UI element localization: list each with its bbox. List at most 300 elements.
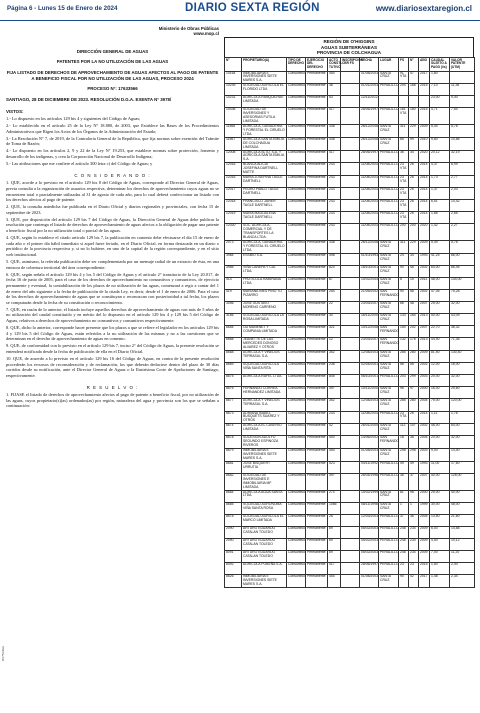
place-cell: SANTA CRUZ (379, 387, 399, 399)
ministry-website: www.mop.cl (193, 31, 219, 37)
registry-fs-cell (341, 163, 360, 176)
patent-value-cell: 32,00 (450, 375, 475, 387)
constitutive-act-cell: 824 (328, 265, 341, 277)
row-number-cell: 10239 (225, 84, 242, 96)
table-row (225, 175, 475, 187)
registry-fs-cell (341, 363, 360, 375)
flow-rate-cell: 75,00 (430, 399, 450, 411)
registry-fs-cell (341, 375, 360, 387)
owner-name-cell: INMOBILIARIA E INVERSIONES SIETE MARES S.A. (242, 71, 287, 84)
exercise-type-cell: Permanente (306, 375, 328, 387)
table-row (225, 575, 475, 588)
constitutive-act-cell: 417 (328, 563, 341, 575)
folio-cell: 81 (399, 490, 409, 502)
flow-rate-cell: 41,25 (430, 253, 450, 265)
exercise-type-cell: Permanente (306, 351, 328, 363)
year-cell: 2004 (419, 436, 430, 449)
folio-cell: 132 (399, 338, 409, 351)
registry-date-cell: 11/08/2003 (360, 200, 379, 212)
owner-name-cell: BLANCA ALICIA JOSEFINA DARTNELL MATTE (242, 163, 287, 176)
year-cell: 2007 (419, 302, 430, 314)
patent-value-cell: 17,60 (450, 461, 475, 473)
exercise-type-cell: Permanente (306, 96, 328, 108)
flow-rate-cell: 20,00 (430, 375, 450, 387)
exercise-type-cell: Permanente (306, 399, 328, 411)
registry-date-cell: 12/11/2012 (360, 96, 379, 108)
place-cell: PERALILLO (379, 550, 399, 562)
process-number: PROCESO N°: 17633566 (87, 86, 138, 92)
flow-rate-cell: 5,44 (430, 125, 450, 138)
notice-subheading: FIJA LISTADO DE DERECHOS DE APROVECHAMIENTO DE AGUAS AFECTOS AL PAGO DE PATENTE A BENEFICIO FISCAL POR NO UTILIZACIÓN DE LAS AGUAS, PROCESO 2024 (6, 70, 219, 81)
flow-rate-cell: 12,00 (430, 363, 450, 375)
resuelvo-text: 1. FIJASE el listado de derechos de aprovechamiento afectos al pago de patente a beneficio fiscal, por no utilización de las aguas, cuyos propietario(s)(as) ordenados(as) por región, naturaleza del agua y provincia son los que se señalan a continuación: (6, 392, 219, 409)
vistos-item: 1.- Lo dispuesto en los artículos 129 bis 4 y siguientes del Código de Aguas; (6, 115, 141, 121)
registry-date-cell: 05/02/2003 (360, 550, 379, 562)
right-type-cell: Consuntivo (287, 490, 306, 502)
place-cell: PERALILLO (379, 175, 399, 187)
right-type-cell: Consuntivo (287, 253, 306, 265)
table-row (225, 411, 475, 424)
flow-rate-cell: 13,50 (430, 514, 450, 526)
table-row (225, 200, 475, 212)
registry-number-cell: 164 (409, 314, 419, 326)
row-number-cell: 8678 (225, 514, 242, 526)
vistos-item: 3.- La Resolución N° 7, de 2019, de la Contraloría General de la República, que fija normas sobre exención del Trámite de Toma de Razón; (6, 135, 219, 147)
exercise-type-cell: Permanente (306, 108, 328, 125)
row-number-cell: 8677 (225, 399, 242, 411)
table-row (225, 240, 475, 253)
patent-value-cell: 36,32 (450, 326, 475, 338)
registry-fs-cell (341, 449, 360, 462)
constitutive-act-cell: 53 (328, 96, 341, 108)
column-header: INSCRIPCIÓN CBR FS (341, 57, 360, 71)
ministry-name: Ministerio de Obras Públicas (158, 26, 219, 31)
table-row (225, 514, 475, 526)
registry-fs-cell (341, 550, 360, 562)
folio-cell: 298 (399, 449, 409, 462)
constitutive-act-cell: 338 (328, 240, 341, 253)
folio-cell: 36 (399, 150, 409, 163)
folio-cell: 285 (399, 399, 409, 411)
table-row (225, 326, 475, 338)
patent-value-cell: 2,40 (450, 563, 475, 575)
year-cell: 2017 (419, 71, 430, 84)
registry-fs-cell (341, 387, 360, 399)
exercise-type-cell: Permanente (306, 411, 328, 424)
place-cell: PERALILLO (379, 538, 399, 550)
registry-number-cell: 202 (409, 326, 419, 338)
constitutive-act-cell: 22 (328, 302, 341, 314)
registry-fs-cell (341, 108, 360, 125)
table-row (225, 71, 475, 84)
registry-fs-cell (341, 351, 360, 363)
place-cell: SAN FERNANDO (379, 338, 399, 351)
folio-cell: 85 (399, 137, 409, 150)
right-type-cell: Consuntivo (287, 363, 306, 375)
row-number-cell: 8674 (225, 424, 242, 436)
exercise-type-cell: Permanente (306, 137, 328, 150)
table-row (225, 277, 475, 289)
registry-number-cell: 180 (409, 108, 419, 125)
table-row (225, 375, 475, 387)
registry-fs-cell (341, 150, 360, 163)
resolution-text-column (6, 26, 219, 410)
folio-cell: 37 (399, 514, 409, 526)
folio-cell: 23 VTA (399, 188, 409, 200)
flow-rate-cell: 20,12 (430, 150, 450, 163)
registry-date-cell: 10/02/1999 (360, 490, 379, 502)
right-type-cell: Consuntivo (287, 289, 306, 301)
flow-rate-cell: 1,80 (430, 71, 450, 84)
flow-rate-cell: 81,50 (430, 351, 450, 363)
province-title: PROVINCIA DE COLCHAGUA (316, 50, 382, 56)
registry-number-cell: 26 (409, 175, 419, 187)
folio-cell: 133 (399, 314, 409, 326)
owner-name-cell: ARTURO EDUARDO CATALAN TOLEDO (242, 526, 287, 538)
year-cell: 2014 (419, 200, 430, 212)
constitutive-act-cell: 26 (328, 514, 341, 526)
right-type-cell: Consuntivo (287, 265, 306, 277)
row-number-cell: 12016 (225, 175, 242, 187)
patent-value-cell: 21,60 (450, 514, 475, 526)
exercise-type-cell: Permanente (306, 526, 328, 538)
right-type-cell: Consuntivo (287, 96, 306, 108)
constitutive-act-cell: 498 (328, 253, 341, 265)
registry-date-cell: 11/08/2003 (360, 224, 379, 241)
owner-name-cell: AGRICOLA SLTD. S.A. Y AGRICOLA SANTA EMILIA S.A. (242, 150, 287, 163)
flow-rate-cell: 1,11 (430, 411, 450, 424)
year-cell: 2009 (419, 526, 430, 538)
constitutive-act-cell: 254 (328, 289, 341, 301)
right-type-cell: Consuntivo (287, 563, 306, 575)
registry-number-cell: 26 (409, 200, 419, 212)
registry-number-cell: 36 (409, 436, 419, 449)
right-type-cell: Consuntivo (287, 461, 306, 473)
folio-cell: 23 VTA (399, 163, 409, 176)
folio-cell: 23 VTA (399, 212, 409, 224)
registry-date-cell: 28/06/1997 (360, 563, 379, 575)
flow-rate-cell: 1,73 (430, 175, 450, 187)
registry-number-cell: 298 (409, 449, 419, 462)
place-cell: PERALILLO (379, 150, 399, 163)
row-number-cell: 12018 (225, 200, 242, 212)
notice-heading: PATENTES POR LA NO UTILIZACIÓN DE LAS AGUAS (56, 59, 169, 65)
constitutive-act-cell: 67 (328, 277, 341, 289)
patent-value-cell: 25,60 (450, 387, 475, 399)
year-cell: 2017 (419, 575, 430, 588)
rights-table-section (224, 37, 474, 588)
folio-cell: 90 (399, 575, 409, 588)
registry-number-cell: 26 (409, 163, 419, 176)
patent-value-cell: 32,00 (450, 302, 475, 314)
vistos-item: 2.- Lo establecido en el artículo 25 de la Ley N° 18.880, de 2003, que Establece las Bases de los Procedimientos Administrativos que Rigen los Actos de los Órganos de la Administración del Estado; (6, 123, 219, 134)
patent-value-cell (450, 71, 475, 84)
owner-name-cell: AGRICOLA EL CASERIO LIMITADA (242, 424, 287, 436)
folio-cell: 154 (399, 326, 409, 338)
folio-cell: 1 (399, 502, 409, 514)
right-type-cell: Consuntivo (287, 224, 306, 241)
exercise-type-cell: Permanente (306, 326, 328, 338)
folio-cell: 23 VTA (399, 175, 409, 187)
constitutive-act-cell: 845 (328, 375, 341, 387)
patent-value-cell: 14,88 (450, 526, 475, 538)
considerando-item: 5. QUE, asimismo, la referida publicación debe ser complementada por un mensaje radial de un extracto de ésta, en una emisora de cobertura territorial del área correspondiente. (6, 259, 219, 270)
year-cell: 2014 (419, 212, 430, 224)
column-header: FS (399, 57, 409, 71)
registry-date-cell: 28/06/1997 (360, 150, 379, 163)
owner-name-cell: PEDRO PABLO TAGLE DARTNELL (242, 188, 287, 200)
constitutive-act-cell: 243 (328, 175, 341, 187)
right-type-cell: Consuntivo (287, 302, 306, 314)
row-number-cell: 8673 (225, 411, 242, 424)
place-cell: PERALILLO (379, 375, 399, 387)
table-row (225, 363, 475, 375)
registry-date-cell: 11/08/2003 (360, 163, 379, 176)
owner-name-cell: JOSE GUSTAVO MORENO CARRENO (242, 302, 287, 314)
right-type-cell: Consuntivo (287, 436, 306, 449)
folio-cell: 311 (399, 125, 409, 138)
column-header: EJERCICIO DEL DERECHO (306, 57, 328, 71)
rights-table (224, 57, 475, 588)
owner-name-cell: SOC. AGRICOLA, COMERCIAL Y DE TRANSPORTES LA BLANCA LTDA. (242, 224, 287, 241)
considerando-item: 8. QUE, dicho lo anterior, corresponde hacer presente que los plazos a que se refiere el legislador en los artículos 129 bis 4 y 129 bis 5 del Código de Aguas, están referidos a la no utilización de las mismas y no a las cuestiones que se determinan en el derecho de aprovechamiento de aguas en comento. (6, 325, 219, 342)
place-cell: SAN FERNANDO (379, 326, 399, 338)
place-cell: PERALILLO (379, 212, 399, 224)
exercise-type-cell: Permanente (306, 424, 328, 436)
exercise-type-cell: Permanente (306, 163, 328, 176)
place-cell: SANTA CRUZ (379, 502, 399, 514)
constitutive-act-cell: 243 (328, 411, 341, 424)
registry-date-cell: 04/11/1992 (360, 461, 379, 473)
registry-number-cell: 234 (409, 526, 419, 538)
exercise-type-cell: Permanente (306, 302, 328, 314)
registry-date-cell: 05/02/2003 (360, 526, 379, 538)
registry-date-cell: 21/05/2002 (360, 289, 379, 301)
owner-name-cell: FRANCISCO JAVIER TAGLE DARTNELL (242, 200, 287, 212)
constitutive-act-cell: 243 (328, 188, 341, 200)
flow-rate-cell: 9,80 (430, 137, 450, 150)
year-cell: 2011 (419, 277, 430, 289)
flow-rate-cell: 40,00 (430, 473, 450, 490)
flow-rate-cell: 4,71 (430, 108, 450, 125)
table-row (225, 163, 475, 176)
owner-name-cell: SOCIEDAD DE INVERSIONES E INMOBILIARIA MF LIMITADA (242, 473, 287, 490)
considerando-item: 10. QUE, de acuerdo a lo previsto en el artículo 129 bis 16 del Código de Aguas, en contra de la presente resolución procederán los recursos de reconsideración y de reclamación, los que deberán deducirse dentro del plazo de 30 días corridos desde su notificación, ante el Director General de Aguas o la Ilustrísima Corte de Apelaciones de Santiago, respectivamente. (6, 356, 219, 378)
registry-fs-cell (341, 71, 360, 84)
year-cell: 2015 (419, 563, 430, 575)
registry-number-cell: 188 (409, 84, 419, 96)
constitutive-act-cell: 352 (328, 399, 341, 411)
patent-value-cell: 16,00 (450, 363, 475, 375)
row-number-cell: 8682 (225, 473, 242, 490)
exercise-type-cell: Permanente (306, 277, 328, 289)
place-cell: PERALILLO (379, 563, 399, 575)
year-cell: 2003 (419, 449, 430, 462)
right-type-cell: Consuntivo (287, 338, 306, 351)
row-number-cell: 8676 (225, 387, 242, 399)
year-cell: 2002 (419, 265, 430, 277)
exercise-type-cell: Permanente (306, 538, 328, 550)
registry-number-cell: 48 (409, 302, 419, 314)
constitutive-act-cell: 243 (328, 224, 341, 241)
table-row (225, 502, 475, 514)
year-cell: 1993 (419, 461, 430, 473)
owner-name-cell: MARIA JOSEFINA TAGLE DARTNELL (242, 175, 287, 187)
registry-number-cell: 36 (409, 514, 419, 526)
registry-date-cell: 10/12/2008 (360, 326, 379, 338)
registry-number-cell: 98 (409, 490, 419, 502)
considerando-item: 3. QUE, por disposición del artículo 129 bis 7 del Código de Aguas, la Dirección General de Aguas debe publicar la resolución que contenga el listado de derechos de aprovechamiento de aguas afectos a la obligación de pagar una patente a beneficio fiscal por la no utilización total o parcial de las aguas. (6, 216, 219, 234)
registry-number-cell: 49 (409, 461, 419, 473)
owner-name-cell: FERNANDO CORREA HERNANDEZ LIMITADA (242, 387, 287, 399)
registry-date-cell: 01/01/2003 (360, 84, 379, 96)
flow-rate-cell: 5,49 (430, 240, 450, 253)
year-cell: 2000 (419, 490, 430, 502)
website-link[interactable]: www.diariosextaregion.cl (375, 4, 472, 13)
flow-rate-cell: 50,00 (430, 314, 450, 326)
owner-name-cell: MARIA MAGDALENA TAGLE DARTNELL (242, 212, 287, 224)
patent-value-cell: 9,40 (450, 96, 475, 108)
place-cell: PERALILLO (379, 84, 399, 96)
year-cell: 1993 (419, 253, 430, 265)
column-header: ACTO CONSTI-TUTIVO (328, 57, 341, 71)
table-header-row (225, 57, 475, 71)
registry-fs-cell (341, 84, 360, 96)
registry-date-cell: 06/10/2001 (360, 375, 379, 387)
patent-value-cell: 43,09 (450, 314, 475, 326)
patent-value-cell: 71,36 (450, 338, 475, 351)
year-cell: 2009 (419, 351, 430, 363)
considerando-title: C O N S I D E R A N D O : (74, 173, 151, 179)
registry-number-cell (409, 96, 419, 108)
owner-name-cell: SOCIEDAD AGRONOMA VIÑA SANTA ROSA (242, 502, 287, 514)
constitutive-act-cell: 454 (328, 449, 341, 462)
row-number-cell: 11566 (225, 125, 242, 138)
constitutive-act-cell: 454 (328, 575, 341, 588)
flow-rate-cell: 4,50 (430, 538, 450, 550)
registry-fs-cell (341, 188, 360, 200)
year-cell: 2020 (419, 224, 430, 241)
resolution-date: SANTIAGO, 28 DE DICIEMBRE DE 2023. RESOLUCIÓN D.G.A. EXENTA N° 3978/ (6, 96, 172, 102)
considerando-item: 7. QUE, en razón de lo anterior, el listado incluye aquellos derechos de aprovechamiento de aguas con más de 5 años de no utilización del caudal constituido y en mérito del lo dispuesto en el artículo 129 bis 4 y 129 bis 5 del Código de Aguas, relativos a derechos de aprovechamiento no consuntivos y consuntivos respectivamente. (6, 306, 219, 323)
folio-cell: 23 VTA (399, 200, 409, 212)
year-cell: 2002 (419, 289, 430, 301)
patent-value-cell: 2,65 (450, 212, 475, 224)
column-header: LUGAR (379, 57, 399, 71)
year-cell: 2009 (419, 550, 430, 562)
place-cell: SANTA CRUZ (379, 265, 399, 277)
table-row (225, 538, 475, 550)
folio-cell: 6 (399, 277, 409, 289)
exercise-type-cell: Permanente (306, 314, 328, 326)
registry-fs-cell (341, 473, 360, 490)
table-row (225, 461, 475, 473)
right-type-cell: Consuntivo (287, 150, 306, 163)
constitutive-act-cell: 400 (328, 436, 341, 449)
flow-rate-cell: 20,00 (430, 436, 450, 449)
owner-name-cell: MARIANA INES PINO TO PIZARRO (242, 289, 287, 301)
place-cell: PERALILLO (379, 526, 399, 538)
registry-number-cell: 107 (409, 424, 419, 436)
right-type-cell: Consuntivo (287, 212, 306, 224)
patent-value-cell: 6,99 (450, 163, 475, 176)
folio-cell: 23 VTA (399, 411, 409, 424)
patent-value-cell: 5,78 (450, 125, 475, 138)
registry-date-cell: 14/06/2002 (360, 436, 379, 449)
table-row (225, 490, 475, 502)
year-cell: 2007 (419, 326, 430, 338)
constitutive-act-cell: 397 (328, 387, 341, 399)
patent-value-cell: 10,86 (450, 137, 475, 150)
constitutive-act-cell: 321 (328, 326, 341, 338)
place-cell: PERALILLO (379, 108, 399, 125)
place-cell: SANTA CRUZ (379, 302, 399, 314)
place-cell: SANTA CRUZ (379, 253, 399, 265)
folio-cell: 311 (399, 240, 409, 253)
table-row (225, 351, 475, 363)
owner-name-cell: VIÑA CANEPA Y CIA. LTDA. (242, 265, 287, 277)
flow-rate-cell: 64,00 (430, 265, 450, 277)
registry-fs-cell (341, 212, 360, 224)
row-number-cell: 10231 (225, 96, 242, 108)
row-number-cell: 10436 (225, 108, 242, 125)
exercise-type-cell: Permanente (306, 461, 328, 473)
folio-cell: 18 (399, 436, 409, 449)
table-row (225, 449, 475, 462)
exercise-type-cell: Permanente (306, 188, 328, 200)
table-row (225, 96, 475, 108)
owner-name-cell: JOSE BISQUERT URRUTIA (242, 461, 287, 473)
registry-number-cell: 42 (409, 575, 419, 588)
table-row (225, 387, 475, 399)
exercise-type-cell: Permanente (306, 449, 328, 462)
place-cell: PERALILLO (379, 411, 399, 424)
year-cell: 2003 (419, 375, 430, 387)
region-title: REGIÓN DE O'HIGGINS (323, 39, 375, 44)
considerando-item: 1. QUE, acorde a lo previsto en el artículo 129 bis 8 del Código de Aguas, corresponde al Director General de Aguas, previa consulta a la organización de usuarios respectiva, determinar los derechos de aprovechamiento cuyos aguas no se encuentren total o parcialmente utilizadas al 31 de agosto de cada año, para lo cual deberá confeccionar un listado con los derechos afectos al pago de patente. (6, 180, 219, 203)
row-number-cell: 11567 (225, 137, 242, 150)
registry-fs-cell (341, 224, 360, 241)
year-cell (419, 96, 430, 108)
constitutive-act-cell: 243 (328, 212, 341, 224)
registry-date-cell: 12/08/2003 (360, 399, 379, 411)
exercise-type-cell: Permanente (306, 563, 328, 575)
row-number-cell: 8679 (225, 449, 242, 462)
owner-name-cell: SOCIEDAD AGRICOLA EL FLORIDO LTDA (242, 84, 287, 96)
right-type-cell: Consuntivo (287, 84, 306, 96)
exercise-type-cell: Permanente (306, 125, 328, 138)
registry-date-cell: 28/06/1997 (360, 108, 379, 125)
registry-number-cell: 200 (409, 224, 419, 241)
year-cell: 2000 (419, 387, 430, 399)
owner-name-cell: SOCIEDAD DE INVERSIONES Y ASESORIAS FUTILA LIMITADA (242, 108, 287, 125)
table-row (225, 526, 475, 538)
table-row (225, 265, 475, 277)
registry-date-cell: 01/08/2003 (360, 575, 379, 588)
right-type-cell: Consuntivo (287, 351, 306, 363)
registry-date-cell: 11/08/2003 (360, 188, 379, 200)
row-number-cell: 12008 (225, 150, 242, 163)
table-row (225, 563, 475, 575)
registry-date-cell: 08/11/1996 (360, 502, 379, 514)
row-number-cell: 8685 (225, 502, 242, 514)
patent-value-cell: 1,78 (450, 411, 475, 424)
flow-rate-cell: 11,00 (430, 461, 450, 473)
registry-date-cell: 11/08/2003 (360, 411, 379, 424)
row-number-cell: 10164 (225, 71, 242, 84)
registry-date-cell: 10/02/2004 (360, 277, 379, 289)
place-cell: PERALILLO (379, 224, 399, 241)
